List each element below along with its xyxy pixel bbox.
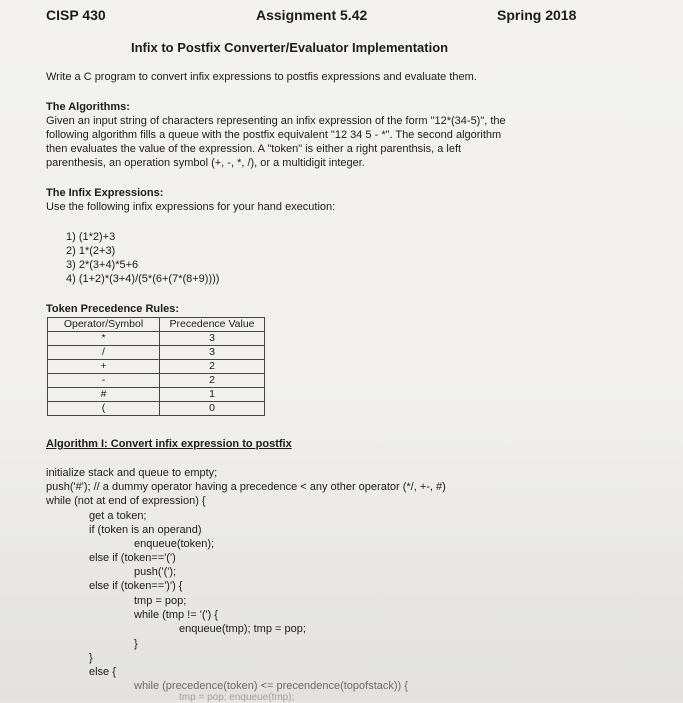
code-line: tmp = pop; <box>134 595 187 607</box>
course-code: CISP 430 <box>46 7 106 23</box>
algorithms-line-1: Given an input string of characters representing an infix expression of the form "12*(34-5)", the <box>46 115 506 127</box>
code-line: while (not at end of expression) { <box>46 495 206 507</box>
cell-value: 0 <box>160 402 265 416</box>
code-line: get a token; <box>89 510 147 522</box>
precedence-table <box>47 317 265 416</box>
code-line: tmp = pop; enqueue(tmp); <box>179 692 295 703</box>
code-line: push('#'); // a dummy operator having a precedence < any other operator (*/, +-, #) <box>46 481 446 493</box>
code-line: } <box>89 652 93 664</box>
infix-instruction: Use the following infix expressions for your hand execution: <box>46 201 336 213</box>
cell-symbol: * <box>48 332 160 346</box>
column-header: Operator/Symbol <box>48 318 160 332</box>
cell-value: 2 <box>160 360 265 374</box>
algorithms-line-3: then evaluates the value of the expression. A "token" is either a right parenthsis, a left <box>46 143 462 155</box>
column-header: Precedence Value <box>160 318 265 332</box>
algorithms-line-4: parenthesis, an operation symbol (+, -, *, /), or a multidigit integer. <box>46 157 365 169</box>
code-line: while (precedence(token) <= precendence(topofstack)) { <box>134 680 408 692</box>
cell-symbol: / <box>48 346 160 360</box>
code-line: if (token is an operand) <box>89 524 202 536</box>
code-line: initialize stack and queue to empty; <box>46 467 218 479</box>
code-line: enqueue(tmp); tmp = pop; <box>179 623 306 635</box>
algorithms-heading: The Algorithms: <box>46 101 130 113</box>
expression-item: 2) 1*(2+3) <box>66 245 116 257</box>
table-row <box>48 332 265 346</box>
code-line: while (tmp != '(') { <box>134 609 218 621</box>
expression-item: 4) (1+2)*(3+4)/(5*(6+(7*(8+9)))) <box>66 273 220 285</box>
infix-heading: The Infix Expressions: <box>46 187 164 199</box>
table-row <box>48 402 265 416</box>
algorithms-line-2: following algorithm fills a queue with the postfix equivalent "12 34 5 - *". The second algorithm <box>46 129 502 141</box>
semester: Spring 2018 <box>497 7 577 23</box>
cell-value: 3 <box>160 346 265 360</box>
code-line: else if (token=='(') <box>89 552 176 564</box>
code-line: } <box>134 638 138 650</box>
algorithm-heading: Algorithm I: Convert infix expression to postfix <box>46 438 292 450</box>
cell-symbol: - <box>48 374 160 388</box>
precedence-heading: Token Precedence Rules: <box>46 303 180 315</box>
code-line: else { <box>89 666 116 678</box>
intro-text: Write a C program to convert infix expressions to postfis expressions and evaluate them. <box>46 71 477 83</box>
cell-value: 1 <box>160 388 265 402</box>
cell-symbol: + <box>48 360 160 374</box>
code-line: else if (token==')') { <box>89 580 183 592</box>
cell-value: 2 <box>160 374 265 388</box>
table-row <box>48 360 265 374</box>
cell-value: 3 <box>160 332 265 346</box>
code-line: push('('); <box>134 566 177 578</box>
cell-symbol: # <box>48 388 160 402</box>
table-row <box>48 374 265 388</box>
cell-symbol: ( <box>48 402 160 416</box>
table-row <box>48 346 265 360</box>
table-row <box>48 388 265 402</box>
page-title: Infix to Postfix Converter/Evaluator Implementation <box>131 40 449 55</box>
assignment-number: Assignment 5.42 <box>256 7 368 23</box>
expression-item: 3) 2*(3+4)*5+6 <box>66 259 139 271</box>
expression-item: 1) (1*2)+3 <box>66 231 116 243</box>
code-line: enqueue(token); <box>134 538 215 550</box>
table-header-row <box>48 318 265 332</box>
